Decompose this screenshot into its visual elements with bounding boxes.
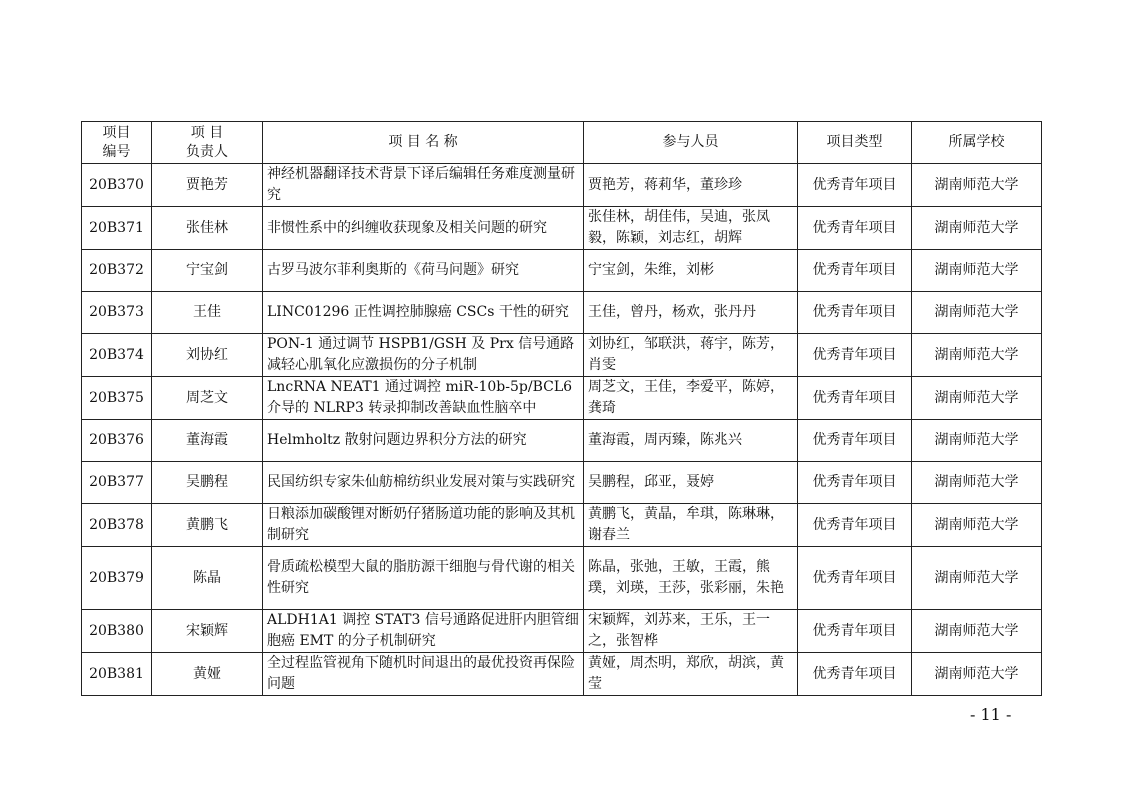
table-row: [82, 504, 1042, 547]
members-cell: 宁宝剑，朱维，刘彬: [584, 250, 798, 292]
project-id-cell: 20B378: [82, 504, 152, 547]
table-header-row: [82, 122, 1042, 164]
school-cell: 湖南师范大学: [912, 377, 1042, 420]
project-id-cell: 20B372: [82, 250, 152, 292]
school-cell: 湖南师范大学: [912, 610, 1042, 653]
project-type-cell: 优秀青年项目: [798, 164, 912, 207]
school-cell: 湖南师范大学: [912, 164, 1042, 207]
header-project-type: 项目类型: [798, 122, 912, 164]
members-cell: 王佳，曾丹，杨欢，张丹丹: [584, 292, 798, 334]
project-id-cell: 20B379: [82, 547, 152, 610]
members-cell: 张佳林，胡佳伟，吴迪，张凤毅，陈颖，刘志红，胡辉: [584, 207, 798, 250]
header-leader-line2: 负责人: [186, 143, 228, 160]
project-type-cell: 优秀青年项目: [798, 334, 912, 377]
members-cell: 刘协红，邹联洪，蒋宇，陈芳，肖雯: [584, 334, 798, 377]
table-row: [82, 610, 1042, 653]
school-cell: 湖南师范大学: [912, 653, 1042, 696]
leader-cell: 宁宝剑: [152, 250, 263, 292]
project-id-cell: 20B370: [82, 164, 152, 207]
school-cell: 湖南师范大学: [912, 462, 1042, 504]
school-cell: 湖南师范大学: [912, 292, 1042, 334]
school-cell: 湖南师范大学: [912, 334, 1042, 377]
project-name-cell: LINC01296 正性调控肺腺癌 CSCs 干性的研究: [263, 292, 584, 334]
table-row: [82, 547, 1042, 610]
project-type-cell: 优秀青年项目: [798, 250, 912, 292]
leader-cell: 王佳: [152, 292, 263, 334]
project-type-cell: 优秀青年项目: [798, 610, 912, 653]
project-type-cell: 优秀青年项目: [798, 207, 912, 250]
project-table: [81, 121, 1042, 696]
school-cell: 湖南师范大学: [912, 250, 1042, 292]
table-row: [82, 377, 1042, 420]
members-cell: 周芝文，王佳，李爱平，陈婷，龚琦: [584, 377, 798, 420]
leader-cell: 周芝文: [152, 377, 263, 420]
school-cell: 湖南师范大学: [912, 207, 1042, 250]
leader-cell: 吴鹏程: [152, 462, 263, 504]
leader-cell: 董海霞: [152, 420, 263, 462]
project-name-cell: Helmholtz 散射问题边界积分方法的研究: [263, 420, 584, 462]
project-name-cell: LncRNA NEAT1 通过调控 miR-10b-5p/BCL6 介导的 NLRP3 转录抑制改善缺血性脑卒中: [263, 377, 584, 420]
project-id-cell: 20B377: [82, 462, 152, 504]
project-type-cell: 优秀青年项目: [798, 377, 912, 420]
project-name-cell: ALDH1A1 调控 STAT3 信号通路促进肝内胆管细胞癌 EMT 的分子机制研究: [263, 610, 584, 653]
project-type-cell: 优秀青年项目: [798, 292, 912, 334]
project-name-cell: 日粮添加碳酸锂对断奶仔猪肠道功能的影响及其机制研究: [263, 504, 584, 547]
project-name-cell: 民国纺织专家朱仙舫棉纺织业发展对策与实践研究: [263, 462, 584, 504]
header-members: 参与人员: [584, 122, 798, 164]
header-leader: [152, 122, 263, 164]
leader-cell: 刘协红: [152, 334, 263, 377]
school-cell: 湖南师范大学: [912, 547, 1042, 610]
project-type-cell: 优秀青年项目: [798, 420, 912, 462]
table-row: [82, 250, 1042, 292]
header-project-name: 项 目 名 称: [263, 122, 584, 164]
school-cell: 湖南师范大学: [912, 420, 1042, 462]
project-id-cell: 20B373: [82, 292, 152, 334]
project-name-cell: 非惯性系中的纠缠收获现象及相关问题的研究: [263, 207, 584, 250]
project-name-cell: 神经机器翻译技术背景下译后编辑任务难度测量研究: [263, 164, 584, 207]
page-number: - 11 -: [970, 705, 1012, 724]
table-row: [82, 164, 1042, 207]
project-id-cell: 20B371: [82, 207, 152, 250]
project-id-cell: 20B374: [82, 334, 152, 377]
table-row: [82, 653, 1042, 696]
project-type-cell: 优秀青年项目: [798, 547, 912, 610]
leader-cell: 黄娅: [152, 653, 263, 696]
leader-cell: 黄鹏飞: [152, 504, 263, 547]
project-type-cell: 优秀青年项目: [798, 653, 912, 696]
project-type-cell: 优秀青年项目: [798, 504, 912, 547]
table-row: [82, 292, 1042, 334]
leader-cell: 陈晶: [152, 547, 263, 610]
header-project-id-line2: 编号: [102, 143, 131, 160]
project-id-cell: 20B380: [82, 610, 152, 653]
members-cell: 黄鹏飞，黄晶，牟琪，陈琳琳，谢春兰: [584, 504, 798, 547]
project-id-cell: 20B381: [82, 653, 152, 696]
leader-cell: 贾艳芳: [152, 164, 263, 207]
table-row: [82, 420, 1042, 462]
members-cell: 宋颖辉，刘苏来，王乐，王一之，张智桦: [584, 610, 798, 653]
leader-cell: 张佳林: [152, 207, 263, 250]
members-cell: 贾艳芳，蒋莉华，董珍珍: [584, 164, 798, 207]
members-cell: 董海霞，周丙臻，陈兆兴: [584, 420, 798, 462]
project-id-cell: 20B376: [82, 420, 152, 462]
project-name-cell: PON-1 通过调节 HSPB1/GSH 及 Prx 信号通路减轻心肌氧化应激损伤的分子机制: [263, 334, 584, 377]
project-id-cell: 20B375: [82, 377, 152, 420]
members-cell: 黄娅，周杰明，郑欣，胡滨，黄莹: [584, 653, 798, 696]
project-type-cell: 优秀青年项目: [798, 462, 912, 504]
school-cell: 湖南师范大学: [912, 504, 1042, 547]
leader-cell: 宋颖辉: [152, 610, 263, 653]
project-name-cell: 古罗马波尔菲利奥斯的《荷马问题》研究: [263, 250, 584, 292]
members-cell: 吴鹏程，邱亚，聂婷: [584, 462, 798, 504]
table-body: [82, 164, 1042, 696]
header-project-id: [82, 122, 152, 164]
project-name-cell: 全过程监管视角下随机时间退出的最优投资再保险问题: [263, 653, 584, 696]
header-project-id-line1: 项目: [102, 124, 131, 141]
header-leader-line1: 项 目: [190, 124, 224, 141]
members-cell: 陈晶，张弛，王敏，王霞，熊璞，刘瑛，王莎，张彩丽，朱艳: [584, 547, 798, 610]
table-row: [82, 207, 1042, 250]
table-row: [82, 462, 1042, 504]
table-row: [82, 334, 1042, 377]
header-school: 所属学校: [912, 122, 1042, 164]
project-name-cell: 骨质疏松模型大鼠的脂肪源干细胞与骨代谢的相关性研究: [263, 547, 584, 610]
